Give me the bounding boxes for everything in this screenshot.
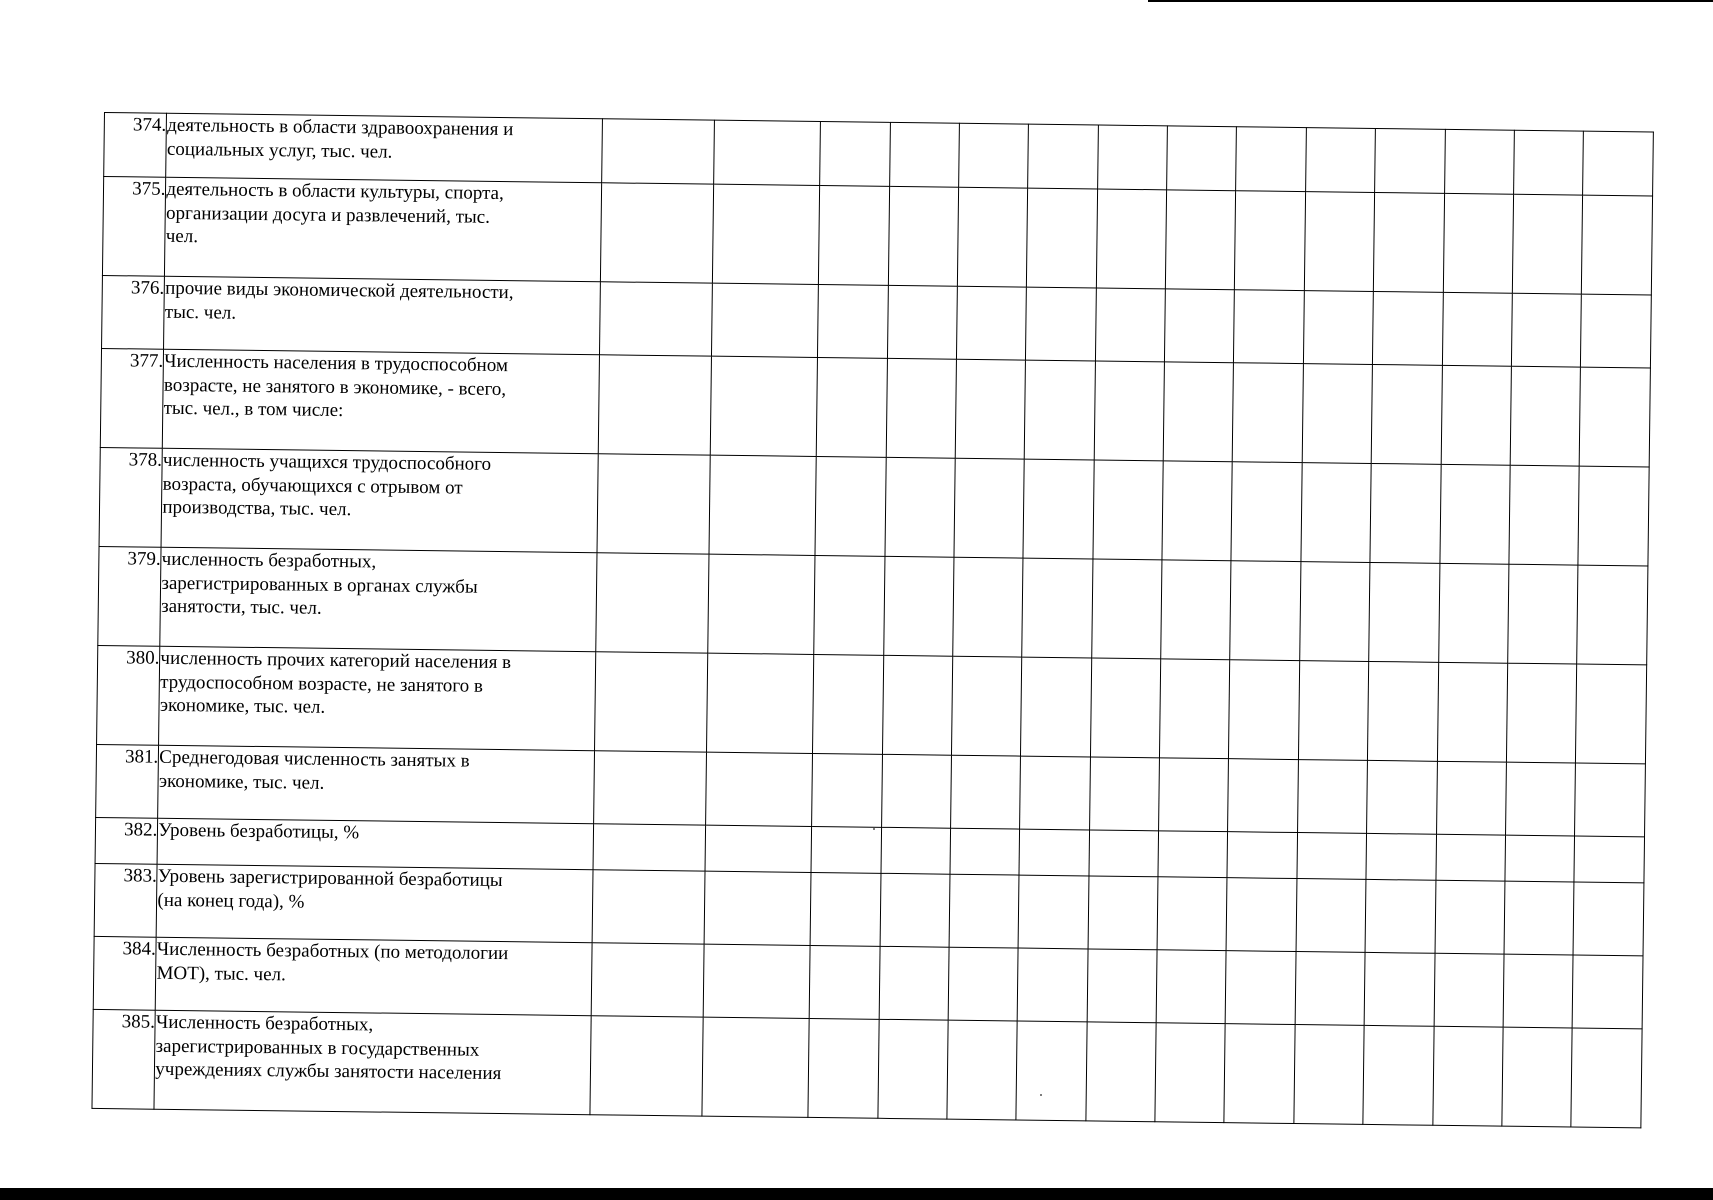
value-cell bbox=[1571, 1028, 1642, 1128]
row-number: 383. bbox=[94, 863, 157, 937]
value-cell bbox=[818, 284, 888, 358]
value-cell bbox=[1365, 879, 1435, 953]
value-cell bbox=[1228, 759, 1298, 833]
value-cell bbox=[598, 355, 711, 455]
table-row bbox=[102, 177, 1652, 295]
value-cell bbox=[884, 457, 955, 557]
value-cell bbox=[1294, 1025, 1365, 1125]
value-cell bbox=[957, 187, 1028, 287]
value-cell bbox=[707, 554, 815, 654]
value-cell bbox=[1165, 190, 1236, 290]
value-cell bbox=[948, 947, 1018, 1021]
value-cell bbox=[811, 826, 881, 873]
value-cell bbox=[1373, 291, 1443, 365]
value-cell bbox=[1165, 289, 1235, 363]
value-cell bbox=[1016, 1021, 1087, 1121]
table-row bbox=[100, 348, 1650, 466]
table-row bbox=[92, 1009, 1642, 1127]
table-row bbox=[99, 447, 1649, 565]
value-cell bbox=[881, 827, 951, 874]
value-cell bbox=[1366, 833, 1436, 880]
value-cell bbox=[1367, 760, 1437, 834]
value-cell bbox=[1019, 829, 1089, 876]
value-cell bbox=[1510, 366, 1581, 466]
row-number: 377. bbox=[100, 348, 164, 448]
value-cell bbox=[1370, 463, 1441, 563]
value-cell bbox=[1090, 658, 1161, 758]
value-cell bbox=[1158, 831, 1228, 878]
table-row bbox=[98, 546, 1648, 664]
value-cell bbox=[701, 1017, 809, 1117]
value-cell bbox=[1089, 830, 1159, 877]
value-cell bbox=[1023, 459, 1094, 559]
indicator-label: деятельность в области здравоохранения и социальных услуг, тыс. чел. bbox=[166, 113, 602, 182]
value-cell bbox=[710, 356, 818, 456]
value-cell bbox=[1018, 875, 1088, 949]
row-number: 375. bbox=[102, 177, 166, 277]
value-cell bbox=[879, 946, 949, 1020]
value-cell bbox=[593, 824, 705, 871]
scan-edge-bottom bbox=[0, 1188, 1713, 1200]
value-cell bbox=[1230, 561, 1301, 661]
value-cell bbox=[877, 1019, 948, 1119]
table-row bbox=[97, 645, 1647, 763]
value-cell bbox=[1573, 955, 1643, 1029]
data-table bbox=[91, 112, 1653, 1128]
value-cell bbox=[816, 357, 887, 457]
row-number: 379. bbox=[98, 546, 162, 646]
value-cell bbox=[1017, 948, 1087, 1022]
value-cell bbox=[712, 184, 820, 284]
value-cell bbox=[1089, 757, 1159, 831]
value-cell bbox=[1097, 125, 1167, 190]
value-cell bbox=[590, 1016, 703, 1116]
value-cell bbox=[1021, 657, 1092, 757]
value-cell bbox=[1160, 659, 1231, 759]
value-cell bbox=[1581, 294, 1651, 368]
value-cell bbox=[1575, 763, 1645, 837]
value-cell bbox=[704, 871, 812, 945]
value-cell bbox=[1436, 834, 1506, 881]
value-cell bbox=[815, 456, 886, 556]
value-cell bbox=[951, 656, 1022, 756]
value-cell bbox=[713, 120, 820, 185]
value-cell bbox=[1504, 881, 1574, 955]
value-cell bbox=[600, 183, 713, 283]
row-number: 380. bbox=[97, 645, 161, 745]
value-cell bbox=[1302, 364, 1373, 464]
value-cell bbox=[1363, 1025, 1434, 1125]
row-number: 385. bbox=[92, 1009, 156, 1109]
value-cell bbox=[1161, 560, 1232, 660]
value-cell bbox=[953, 557, 1024, 657]
row-number: 374. bbox=[104, 113, 167, 178]
value-cell bbox=[1580, 367, 1651, 467]
value-cell bbox=[1163, 362, 1234, 462]
value-cell bbox=[1226, 951, 1296, 1025]
value-cell bbox=[1441, 365, 1512, 465]
value-cell bbox=[1435, 880, 1505, 954]
value-cell bbox=[810, 872, 880, 946]
value-cell bbox=[1235, 191, 1306, 291]
value-cell bbox=[1371, 364, 1442, 464]
value-cell bbox=[881, 754, 951, 828]
value-cell bbox=[1086, 1022, 1157, 1122]
value-cell bbox=[597, 454, 710, 554]
value-cell bbox=[1156, 950, 1226, 1024]
value-cell bbox=[1295, 952, 1365, 1026]
value-cell bbox=[812, 753, 882, 827]
value-cell bbox=[709, 455, 817, 555]
value-cell bbox=[1087, 949, 1157, 1023]
value-cell bbox=[1438, 563, 1509, 663]
value-cell bbox=[1233, 363, 1304, 463]
row-number: 376. bbox=[102, 275, 165, 349]
value-cell bbox=[1096, 189, 1167, 289]
value-cell bbox=[1375, 128, 1445, 193]
value-cell bbox=[1028, 124, 1098, 189]
value-cell bbox=[1434, 953, 1504, 1027]
value-cell bbox=[593, 751, 706, 825]
indicator-label: Уровень безработицы, % bbox=[157, 818, 593, 869]
value-cell bbox=[1301, 463, 1372, 563]
value-cell bbox=[1027, 188, 1098, 288]
value-cell bbox=[1436, 761, 1506, 835]
value-cell bbox=[955, 359, 1026, 459]
table-body bbox=[92, 113, 1653, 1128]
value-cell bbox=[889, 122, 959, 187]
indicator-label: деятельность в области культуры, спорта, организации досуга и развлечений, тыс. чел. bbox=[165, 177, 602, 281]
value-cell bbox=[882, 655, 953, 755]
indicator-label: численность безработных, зарегистрированных в органах службы занятости, тыс. чел. bbox=[160, 547, 597, 651]
value-cell bbox=[813, 654, 884, 754]
value-cell bbox=[592, 870, 705, 944]
value-cell bbox=[954, 458, 1025, 558]
value-cell bbox=[1298, 661, 1369, 761]
value-cell bbox=[591, 943, 704, 1017]
indicator-label: прочие виды экономической деятельности, тыс. чел. bbox=[164, 276, 600, 354]
value-cell bbox=[1512, 194, 1583, 294]
value-cell bbox=[1157, 877, 1227, 951]
value-cell bbox=[1574, 836, 1644, 883]
indicator-label: Среднегодовая численность занятых в экономике, тыс. чел. bbox=[158, 745, 594, 823]
value-cell bbox=[1443, 193, 1514, 293]
value-cell bbox=[1514, 130, 1584, 195]
value-cell bbox=[1511, 293, 1581, 367]
value-cell bbox=[705, 825, 812, 872]
value-cell bbox=[949, 874, 1019, 948]
value-cell bbox=[594, 652, 707, 752]
value-cell bbox=[1368, 661, 1439, 761]
value-cell bbox=[1094, 361, 1165, 461]
value-cell bbox=[1364, 952, 1434, 1026]
value-cell bbox=[1093, 460, 1164, 560]
value-cell bbox=[1582, 195, 1653, 295]
value-cell bbox=[809, 945, 879, 1019]
indicator-label: Уровень зарегистрированной безработицы (на конец года), % bbox=[156, 864, 592, 942]
value-cell bbox=[1020, 756, 1090, 830]
value-cell bbox=[887, 285, 957, 359]
value-cell bbox=[711, 283, 819, 357]
value-cell bbox=[1508, 564, 1579, 664]
value-cell bbox=[956, 286, 1026, 360]
value-cell bbox=[1577, 565, 1648, 665]
value-cell bbox=[1300, 562, 1371, 662]
value-cell bbox=[1437, 662, 1508, 762]
value-cell bbox=[1236, 127, 1306, 192]
row-number: 382. bbox=[95, 817, 158, 864]
value-cell bbox=[596, 553, 709, 653]
indicator-label: численность учащихся трудоспособного возраста, обучающихся с отрывом от производства, тыс. чел. bbox=[161, 448, 598, 552]
value-cell bbox=[1578, 466, 1649, 566]
value-cell bbox=[1095, 288, 1165, 362]
value-cell bbox=[1440, 464, 1511, 564]
value-cell bbox=[1374, 192, 1445, 292]
value-cell bbox=[1026, 287, 1096, 361]
value-cell bbox=[1369, 562, 1440, 662]
indicator-label: Численность безработных (по методологии МОТ), тыс. чел. bbox=[156, 937, 592, 1015]
value-cell bbox=[1162, 461, 1233, 561]
value-cell bbox=[703, 944, 811, 1018]
value-cell bbox=[1227, 878, 1297, 952]
value-cell bbox=[1224, 1024, 1295, 1124]
value-cell bbox=[1506, 762, 1576, 836]
indicator-label: Численность безработных, зарегистрированных в государственных учреждениях службы занятости населения bbox=[154, 1010, 591, 1114]
value-cell bbox=[1506, 663, 1577, 763]
value-cell bbox=[1444, 129, 1514, 194]
value-cell bbox=[1167, 126, 1237, 191]
value-cell bbox=[820, 122, 890, 187]
row-number: 378. bbox=[99, 447, 163, 547]
value-cell bbox=[808, 1018, 879, 1118]
value-cell bbox=[1303, 291, 1373, 365]
value-cell bbox=[1229, 660, 1300, 760]
value-cell bbox=[950, 828, 1020, 875]
value-cell bbox=[1022, 558, 1093, 658]
scan-edge-top bbox=[1148, 0, 1713, 2]
value-cell bbox=[705, 752, 813, 826]
value-cell bbox=[819, 186, 890, 286]
value-cell bbox=[1088, 876, 1158, 950]
indicator-label: Численность населения в трудоспособном возрасте, не занятого в экономике, - всего, тыс. чел., в том числе: bbox=[163, 349, 600, 453]
value-cell bbox=[1091, 559, 1162, 659]
value-cell bbox=[706, 653, 814, 753]
row-number: 384. bbox=[93, 936, 156, 1010]
value-cell bbox=[1231, 462, 1302, 562]
value-cell bbox=[1159, 758, 1229, 832]
value-cell bbox=[1502, 1027, 1573, 1127]
value-cell bbox=[947, 1020, 1018, 1120]
value-cell bbox=[1227, 832, 1297, 879]
value-cell bbox=[959, 123, 1029, 188]
indicator-label: численность прочих категорий населения в трудоспособном возрасте, не занятого в экономике, тыс. чел. bbox=[159, 646, 596, 750]
value-cell bbox=[1305, 128, 1375, 193]
value-cell bbox=[1442, 292, 1512, 366]
value-cell bbox=[1234, 290, 1304, 364]
value-cell bbox=[1505, 835, 1575, 882]
value-cell bbox=[1296, 879, 1366, 953]
value-cell bbox=[602, 119, 714, 184]
value-cell bbox=[950, 755, 1020, 829]
value-cell bbox=[886, 358, 957, 458]
value-cell bbox=[888, 186, 959, 286]
value-cell bbox=[1573, 882, 1643, 956]
document-sheet bbox=[91, 112, 1653, 1128]
value-cell bbox=[1297, 760, 1367, 834]
value-cell bbox=[599, 282, 712, 356]
value-cell bbox=[1433, 1026, 1504, 1126]
value-cell bbox=[1576, 664, 1647, 764]
value-cell bbox=[1297, 833, 1367, 880]
value-cell bbox=[1503, 954, 1573, 1028]
value-cell bbox=[1583, 131, 1653, 196]
value-cell bbox=[1025, 360, 1096, 460]
row-number: 381. bbox=[96, 744, 159, 818]
value-cell bbox=[1304, 192, 1375, 292]
value-cell bbox=[814, 555, 885, 655]
value-cell bbox=[880, 873, 950, 947]
value-cell bbox=[1509, 465, 1580, 565]
value-cell bbox=[883, 556, 954, 656]
value-cell bbox=[1155, 1023, 1226, 1123]
